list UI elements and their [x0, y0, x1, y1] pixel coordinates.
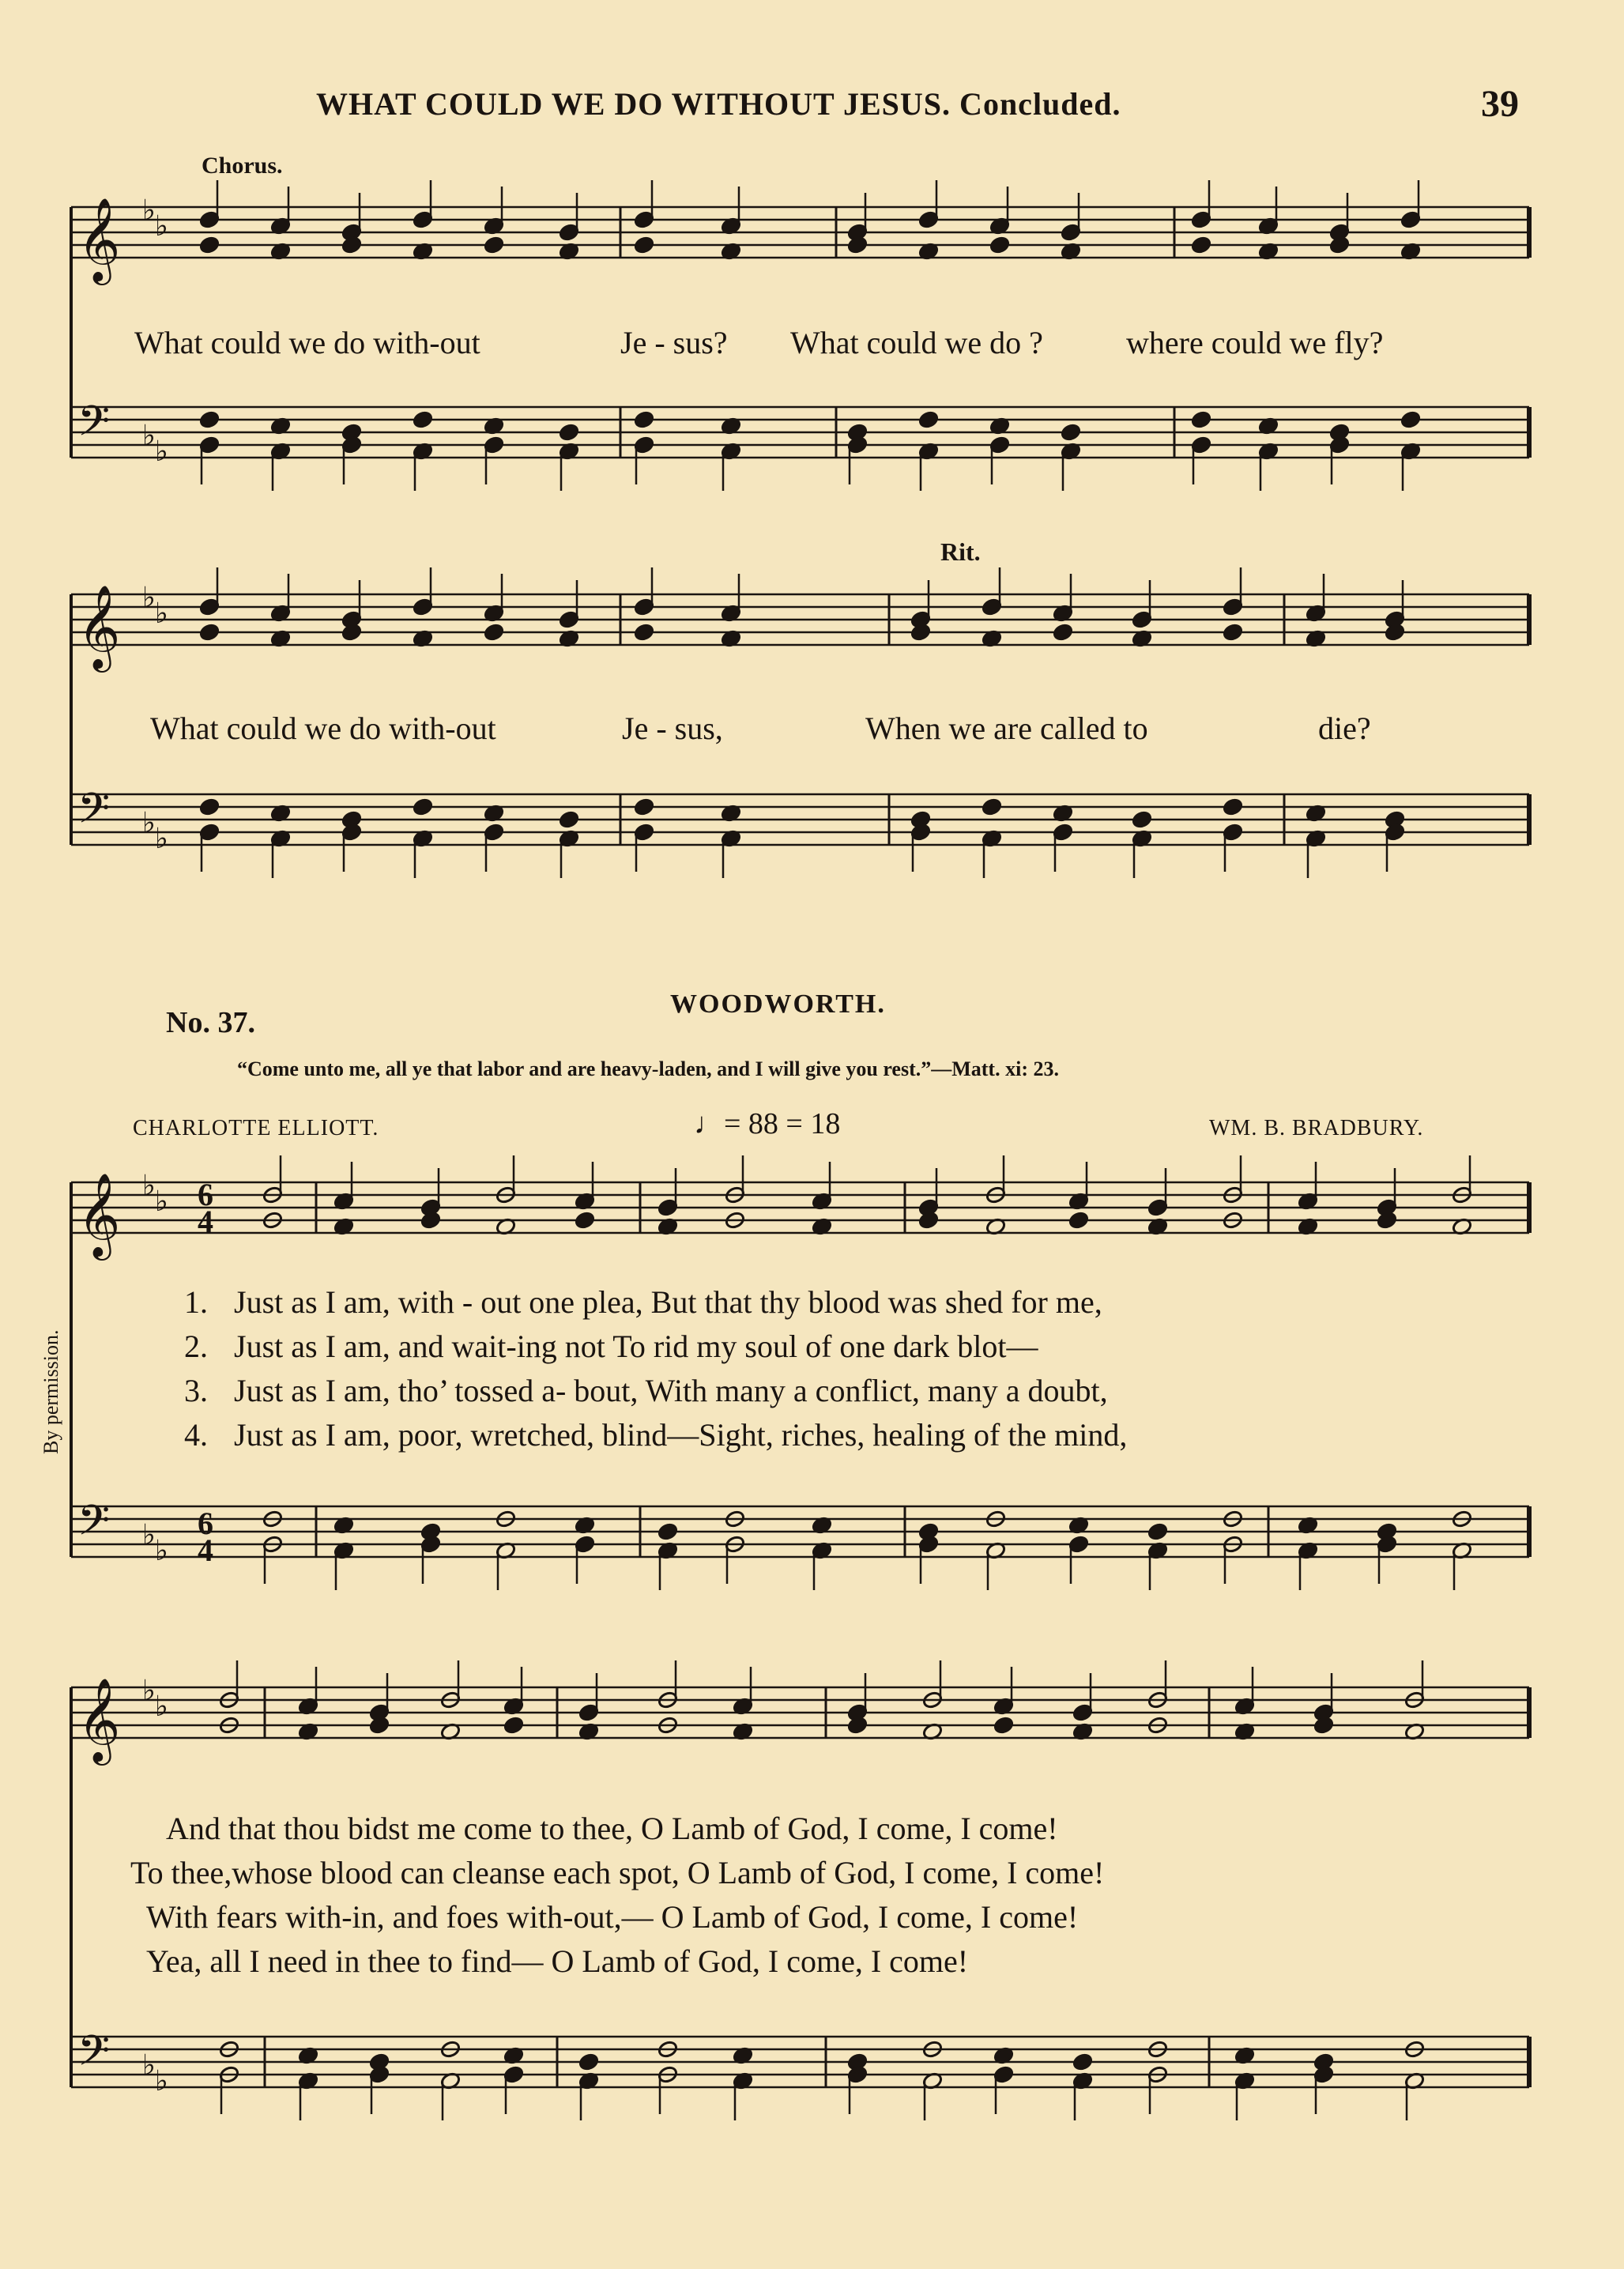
- note-head: [658, 1522, 679, 1541]
- note-head: [1191, 236, 1212, 254]
- note-head: [1191, 410, 1212, 429]
- chorus-lyric-2b: Je - sus,: [622, 710, 723, 746]
- flat-icon: ♭: [155, 2065, 168, 2098]
- note-head: [559, 810, 580, 829]
- hymn-title: WOODWORTH.: [670, 989, 886, 1019]
- treble-clef-icon: 𝄞: [77, 1172, 121, 1257]
- note-head: [1061, 423, 1082, 442]
- flat-icon: ♭: [142, 1170, 156, 1202]
- page-header-title: WHAT COULD WE DO WITHOUT JESUS. Concluded.: [316, 86, 1121, 122]
- bass-clef-icon: 𝄢: [77, 1497, 111, 1555]
- verse-2-number: 2.: [184, 1329, 208, 1364]
- tempo-marking: ♩= 88 = 18: [694, 1107, 841, 1140]
- verse-4-line-a: Just as I am, poor, wretched, blind—Sight, riches, healing of the mind,: [234, 1417, 1128, 1453]
- verse-3-line-a: Just as I am, tho’ tossed a- bout, With many a conflict, many a doubt,: [234, 1373, 1108, 1408]
- note-head: [1223, 623, 1244, 642]
- flat-icon: ♭: [155, 1690, 168, 1723]
- permission-note: By permission.: [40, 1329, 62, 1454]
- note-head: [993, 1716, 1015, 1735]
- note-head: [634, 623, 655, 642]
- time-signature-top: 6: [198, 1177, 213, 1212]
- note-head: [982, 797, 1003, 816]
- verse-3-number: 3.: [184, 1373, 208, 1408]
- verse-3-line-b: With fears with-in, and foes with-out,— O Lamb of God, I come, I come!: [146, 1899, 1079, 1935]
- note-head: [484, 623, 505, 642]
- chorus-lyric-2a: What could we do with-out: [150, 710, 496, 746]
- bass-clef-icon: 𝄢: [77, 398, 111, 456]
- page-number: 39: [1481, 83, 1519, 125]
- flat-icon: ♭: [142, 1675, 156, 1707]
- note-head: [199, 410, 220, 429]
- note-head: [199, 623, 220, 642]
- treble-clef-icon: 𝄞: [77, 584, 121, 669]
- chorus-lyric-1b: Je - sus?: [620, 325, 728, 360]
- verse-1-line-b: And that thou bidst me come to thee, O Lamb of God, I come, I come!: [166, 1811, 1058, 1846]
- flat-icon: ♭: [142, 807, 156, 839]
- chorus-lyric-1c: What could we do ?: [790, 325, 1043, 360]
- chorus-lyric-1d: where could we fly?: [1126, 325, 1384, 360]
- flat-icon: ♭: [142, 194, 156, 227]
- note-head: [413, 797, 434, 816]
- verse-1-number: 1.: [184, 1284, 208, 1320]
- bass-clef-icon: 𝄢: [77, 2027, 111, 2086]
- note-head: [1068, 1211, 1090, 1230]
- composer-credit: WM. B. BRADBURY.: [1209, 1116, 1424, 1140]
- bass-time-signature-bottom: 4: [198, 1532, 213, 1568]
- hymn-epigraph: “Come unto me, all ye that labor and are heavy-laden, and I will give you rest.”—Matt. xi: 23.: [237, 1057, 1059, 1080]
- flat-icon: ♭: [155, 210, 168, 243]
- note-head: [578, 2052, 600, 2071]
- note-head: [413, 410, 434, 429]
- hymn-number: No. 37.: [166, 1006, 255, 1039]
- note-head: [1053, 623, 1074, 642]
- flat-icon: ♭: [142, 420, 156, 452]
- chorus-lyric-2d: die?: [1318, 710, 1371, 746]
- time-signature-bottom: 4: [198, 1204, 213, 1239]
- bass-clef-icon: 𝄢: [77, 785, 111, 843]
- rit-label: Rit.: [940, 537, 981, 566]
- flat-icon: ♭: [142, 2049, 156, 2082]
- note-head: [559, 423, 580, 442]
- flat-icon: ♭: [155, 435, 168, 468]
- lyricist-credit: CHARLOTTE ELLIOTT.: [133, 1116, 379, 1140]
- flat-icon: ♭: [142, 582, 156, 614]
- note-head: [199, 236, 220, 254]
- flat-icon: ♭: [155, 1535, 168, 1567]
- note-head: [634, 236, 655, 254]
- note-head: [199, 797, 220, 816]
- flat-icon: ♭: [142, 1519, 156, 1551]
- chorus-lyric-1a: What could we do with-out: [134, 325, 480, 360]
- treble-clef-icon: 𝄞: [77, 1677, 121, 1762]
- chorus-lyric-2c: When we are called to: [865, 710, 1148, 746]
- note-head: [1132, 810, 1153, 829]
- note-head: [634, 410, 655, 429]
- note-head: [634, 797, 655, 816]
- note-head: [1072, 2052, 1094, 2071]
- note-head: [1223, 797, 1244, 816]
- flat-icon: ♭: [155, 823, 168, 855]
- flat-icon: ♭: [155, 597, 168, 630]
- note-head: [575, 1211, 596, 1230]
- note-head: [989, 236, 1011, 254]
- chorus-label: Chorus.: [202, 153, 283, 179]
- half-note-icon: ♩: [694, 1107, 724, 1140]
- note-head: [1400, 410, 1422, 429]
- treble-clef-icon: 𝄞: [77, 197, 121, 281]
- note-head: [918, 410, 940, 429]
- bass-time-signature-top: 6: [198, 1506, 213, 1541]
- verse-1-line-a: Just as I am, with - out one plea, But that thy blood was shed for me,: [234, 1284, 1102, 1320]
- verse-2-line-a: Just as I am, and wait-ing not To rid my soul of one dark blot—: [234, 1329, 1038, 1364]
- flat-icon: ♭: [155, 1185, 168, 1218]
- verse-4-line-b: Yea, all I need in thee to find— O Lamb of God, I come, I come!: [146, 1943, 969, 1979]
- verse-4-number: 4.: [184, 1417, 208, 1453]
- note-head: [503, 1716, 525, 1735]
- note-head: [484, 236, 505, 254]
- note-head: [1147, 1522, 1169, 1541]
- verse-2-line-b: To thee,whose blood can cleanse each spot, O Lamb of God, I come, I come!: [130, 1855, 1105, 1890]
